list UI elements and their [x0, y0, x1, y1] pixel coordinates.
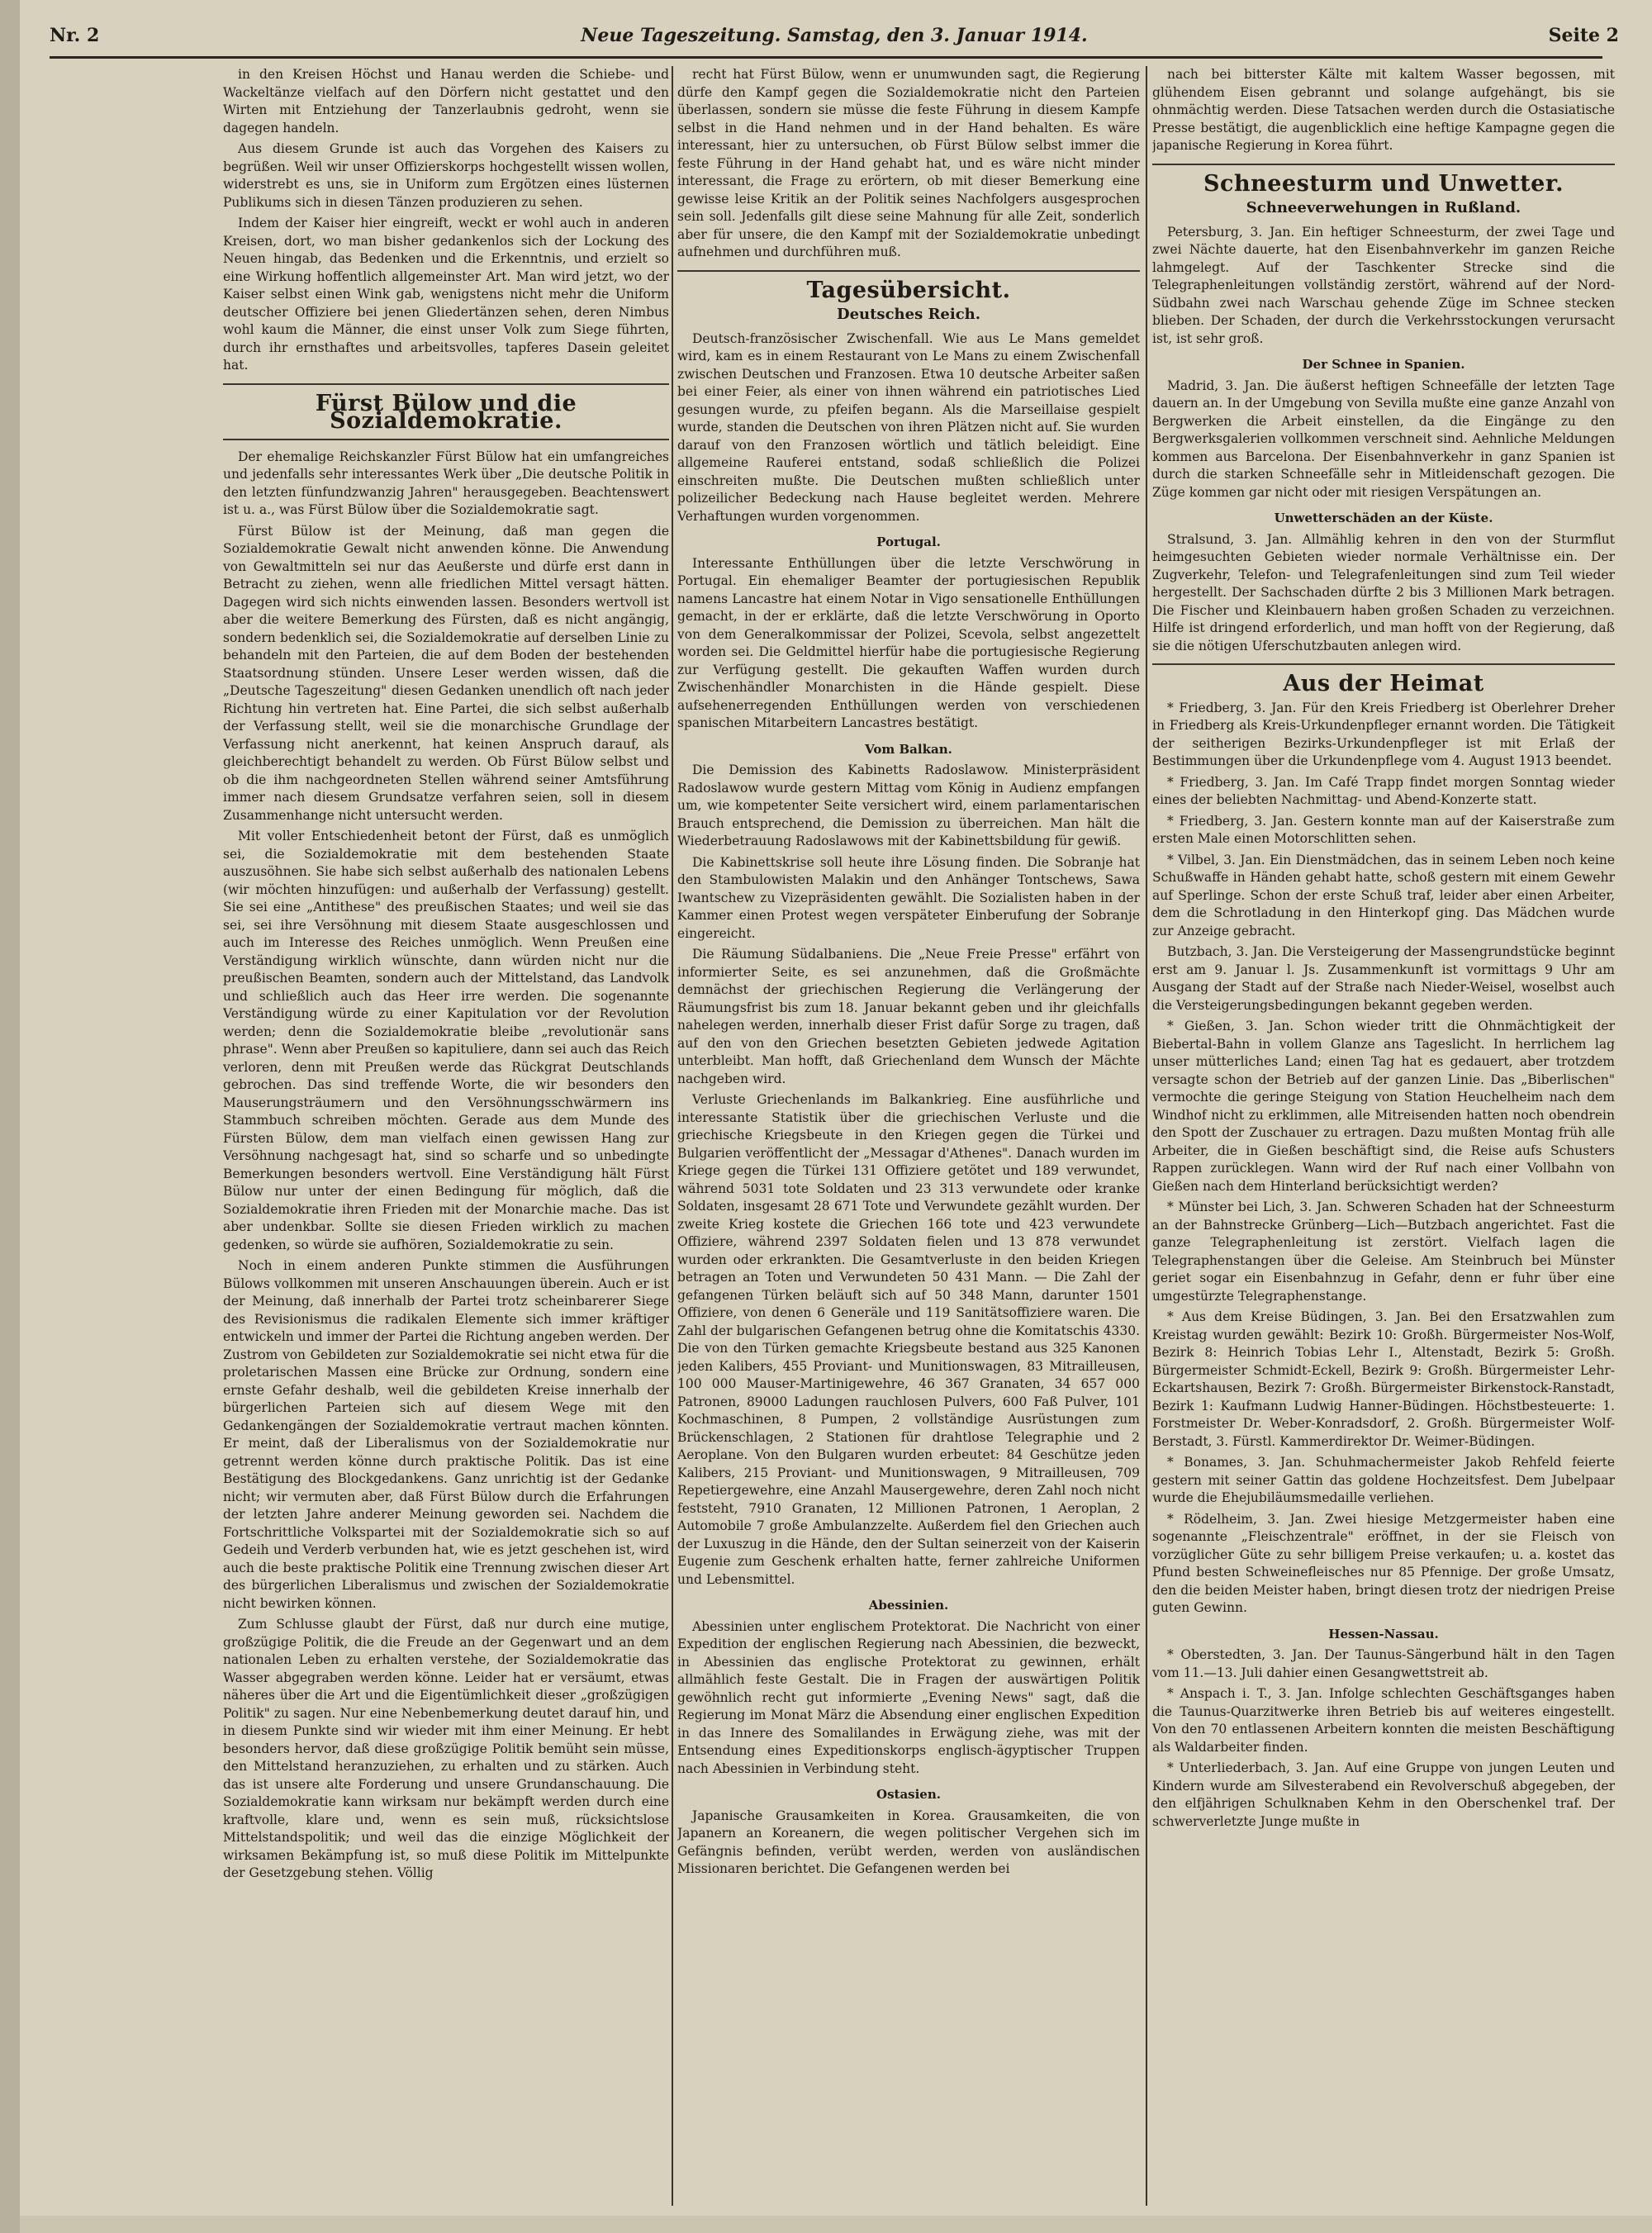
region-head: Hessen-Nassau.	[1328, 1626, 1439, 1641]
news-item: * Friedberg, 3. Jan. Im Café Trapp findet morgen Sonntag wieder eines der beliebten Nachmittag- und Abend-Konzerte statt.	[1152, 774, 1615, 807]
news-item: * Bonames, 3. Jan. Schuhmachermeister Jakob Rehfeld feierte gestern mit seiner Gattin das goldene Hochzeitsfest. Dem Jubelpaar wurde die Ehejubiläumsmedaille verliehen.	[1152, 1455, 1615, 1505]
country-head: Portugal.	[876, 534, 941, 549]
news-item: Petersburg, 3. Jan. Ein heftiger Schneesturm, der zwei Tage und zwei Nächte dauerte, hat den Eisenbahnverkehr im ganzen Reiche lahmgelegt. Auf der Taschkenter Strecke sind die Telegraphenleitungen vollständig zerstört, während auf der Nord-Südbahn zwei nach Warschau gehende Züge im Schnee stecken blieben. Der Schaden, der durch die Verkehrsstockungen verursacht ist, ist sehr groß.	[1152, 224, 1615, 346]
paragraph: Der ehemalige Reichskanzler Fürst Bülow hat ein umfangreiches und jedenfalls sehr interessantes Werk über „Die deutsche Politik in den letzten fünfundzwanzig Jahren" herausgegeben. Beachtenswert ist u. a., was Fürst Bülow über die Sozialdemokratie sagt.	[223, 449, 669, 517]
page-number-right: Seite 2	[1548, 25, 1619, 46]
paragraph: Fürst Bülow ist der Meinung, daß man gegen die Sozialdemokratie Gewalt nicht anwenden könne. Die Anwendung von Gewaltmitteln sei nur das Aeußerste und dürfe erst dann in Betracht zu ziehen, wenn alle friedlichen Mittel versagt hätten. Dagegen wird sich nichts einwenden lassen. Besonders wertvoll ist aber die weitere Bemerkung des Fürsten, daß es nicht angängig, sondern bedenklich sei, die Sozialdemokratie auf derselben Linie zu behandeln mit den Parteien, die auf dem Boden der bestehenden Staatsordnung stünden. Unsere Leser werden wissen, daß die „Deutsche Tageszeitung" diesen Gedanken unendlich oft nach jeder Richtung hin vertreten hat. Eine Partei, die sich selbst außerhalb der Verfassung stellt, weil sie die monarchische Grundlage der Verfassung nicht anerkennt, hat keinen Anspruch darauf, als gleichberechtigt behandelt zu werden. Ob Fürst Bülow selbst und ob die ihm nachgeordneten Stellen während seiner Amtsführung immer nach diesem Grundsatze verfahren seien, soll in diesem Zusammenhange nicht untersucht werden.	[223, 523, 669, 823]
country-head: Ostasien.	[876, 1787, 941, 1802]
section-subhead: Schneeverwehungen in Rußland.	[1246, 199, 1521, 216]
country-head: Vom Balkan.	[865, 741, 952, 757]
paragraph: Mit voller Entschiedenheit betont der Fürst, daß es unmöglich sei, die Sozialdemokratie mit dem bestehenden Staate auszusöhnen. Sie habe sich selbst außerhalb des nationalen Lebens (wir möchten hinzufügen: und außerhalb der Verfassung) gestellt. Sie sei eine „Antithese" des preußischen Staates; und weil sie das sei, sei ihre Versöhnung mit diesem Staate ausgeschlossen und auch im Interesse des Reiches unmöglich. Wenn Preußen eine Verständigung wirklich wünschte, dann würden nicht nur die preußischen Beamten, sondern auch der Mittelstand, das Landvolk und schließlich auch das Heer irre werden. Die sogenannte Verständigung würde zu einer Kapitulation vor der Revolution werden; denn die Sozialdemokratie bleibe „revolutionär sans phrase". Wenn aber Preußen so kapituliere, dann sei auch das Reich verloren, denn mit Preußen werde das Rückgrat Deutschlands gebrochen. Das sind treffende Worte, die wir besonders den Mauserungsträumern und den Versöhnungsschwärmern ins Stammbuch schreiben möchten. Gerade aus dem Munde des Fürsten Bülow, dem man vielfach einen gewissen Hang zur Versöhnung nachgesagt hat, sind so scharfe und so unbedingte Bemerkungen besonders wertvoll. Eine Verständigung hält Fürst Bülow nur unter der einen Bedingung für möglich, daß die Sozialdemokratie ihren Frieden mit der Monarchie mache. Das ist aber undenkbar. Sollte sie diesen Frieden wirklich zu machen gedenken, so würde sie aufhören, Sozialdemokratie zu sein.	[223, 829, 669, 1252]
news-item: * Anspach i. T., 3. Jan. Infolge schlechten Geschäftsganges haben die Taunus-Quarzitwerke ihren Betrieb bis auf weiteres eingestellt. Von den 70 entlassenen Arbeitern konnten die meisten Beschäftigung als Waldarbeiter finden.	[1152, 1686, 1615, 1755]
column-3	[1152, 66, 1615, 2206]
paragraph: Indem der Kaiser hier eingreift, weckt er wohl auch in anderen Kreisen, dort, wo man bisher gedankenlos sich der Lockung des Neuen hingab, das Bedenken und die Erkenntnis, und erzielt so eine Wirkung hoffentlich allgemeinster Art. Man wird jetzt, wo der Kaiser selbst einen Wink gab, wenigstens nicht mehr die Uniform deutscher Offiziere bei jenen Gliedertänzen sehen, deren Nimbus wohl kaum die Männer, die einst unser Volk zum Siege führten, durch ihr ernsthaftes und arbeitsvolles, tapferes Dasein geleitet hat.	[223, 216, 669, 373]
paragraph: recht hat Fürst Bülow, wenn er unumwunden sagt, die Regierung dürfe den Kampf gegen die Sozialdemokratie nicht den Parteien überlassen, sondern sie müsse die feste Führung in diesem Kampfe selbst in die Hand nehmen und in der Hand behalten. Es wäre interessant, hier zu untersuchen, ob Fürst Bülow selbst immer die feste Führung in der Hand gehabt hat, und es wäre nicht minder interessant, die Frage zu erörtern, ob mit dieser Bemerkung eine gewisse leise Kritik an der Politik seines Nachfolgers ausgesprochen sein soll. Jedenfalls gilt diese seine Mahnung für alle Zeit, sonderlich aber für unsere, die den Kampf mit der Sozialdemokratie unbedingt aufnehmen und durchführen muß.	[677, 67, 1140, 259]
column-1	[223, 66, 669, 2206]
section-subhead: Deutsches Reich.	[836, 306, 981, 323]
news-item: Deutsch-französischer Zwischenfall. Wie aus Le Mans gemeldet wird, kam es in einem Restaurant von Le Mans zu einem Zwischenfall zwischen Deutschen und Franzosen. Etwa 10 deutsche Arbeiter saßen bei einer Feier, als einer von ihnen während ein patriotisches Lied gesungen wurde, zu pfeifen begann. Als die Marseillaise gespielt wurde, standen die Deutschen von ihren Plätzen nicht auf. Sie wurden darauf von den Franzosen wörtlich und tätlich beleidigt. Eine allgemeine Rauferei entstand, sodaß schließlich die Polizei einschreiten mußte. Die Deutschen mußten schließlich unter polizeilicher Bedeckung nach Hause begleitet werden. Mehrere Verhaftungen wurden vorgenommen.	[677, 330, 1140, 524]
page-bottom-edge	[20, 2216, 1652, 2233]
country-head: Abessinien.	[868, 1598, 949, 1613]
news-item: * Münster bei Lich, 3. Jan. Schweren Schaden hat der Schneesturm an der Bahnstrecke Grünberg—Lich—Butzbach angerichtet. Fast die ganze Telegraphenleitung ist zerstört. Vielfach lagen die Telegraphenstangen über die Geleise. Am Steinbruch bei Münster geriet sogar ein Eisenbahnzug in Gefahr, denn er fuhr über eine umgestürzte Telegraphenstange.	[1152, 1200, 1615, 1304]
news-subhead: Unwetterschäden an der Küste.	[1274, 511, 1493, 525]
news-item: * Friedberg, 3. Jan. Für den Kreis Friedberg ist Oberlehrer Dreher in Friedberg als Kreis-Urkundenpfleger ernannt worden. Die Tätigkeit der seitherigen Bezirks-Urkundenpfleger ist mit Erlaß der Bestimmungen über die Urkundenpflege vom 4. August 1913 beendet.	[1152, 700, 1615, 768]
news-item: Die Kabinettskrise soll heute ihre Lösung finden. Die Sobranje hat den Stambulowisten Malakin und den Anhänger Tontschews, Sawa Iwantschew zu Vizepräsidenten gewählt. Die Sozialisten haben in der Kammer einen Protest wegen verspäteter Einberufung der Sobranje eingereicht.	[677, 854, 1140, 941]
paragraph: Aus diesem Grunde ist auch das Vorgehen des Kaisers zu begrüßen. Weil wir unser Offizierskorps hochgestellt wissen wollen, widerstrebt es uns, sie in Uniform zum Ergötzen eines lüsternen Publikums sich in diesen Tänzen produzieren zu sehen.	[223, 141, 669, 210]
section-headline: Schneesturm und Unwetter.	[1203, 170, 1564, 197]
paragraph: nach bei bitterster Kälte mit kaltem Wasser begossen, mit glühendem Eisen gebrannt und solange aufgehängt, bis sie ohnmächtig werden. Diese Tatsachen werden durch die Ostasiatische Presse bestätigt, die augenblicklich eine heftige Kampagne gegen die japanische Regierung in Korea führt.	[1152, 67, 1615, 153]
news-item: * Unterliederbach, 3. Jan. Auf eine Gruppe von jungen Leuten und Kindern wurde am Silvesterabend ein Revolverschuß abgegeben, der den elfjährigen Schulknaben Kehm in den Oberschenkel traf. Der schwerverletzte Junge mußte in	[1152, 1760, 1615, 1829]
masthead: Neue Tageszeitung. Samstag, den 3. Januar 1914.	[581, 25, 1088, 46]
news-item: Japanische Grausamkeiten in Korea. Grausamkeiten, die von Japanern an Koreanern, die wegen politischer Vergehen sich im Gefängnis befinden, verübt werden, werden von ausländischen Missionaren berichtet. Die Gefangenen werden bei	[677, 1808, 1140, 1876]
news-item: Die Demission des Kabinetts Radoslawow. Ministerpräsident Radoslawow wurde gestern Mittag vom König in Audienz empfangen um, wie kompetenter Seite versichert wird, einem parlamentarischen Brauch entsprechend, die Demission zu überreichen. Man hält die Wiederbetrauung Radoslawows mit der Kabinettsbildung für gewiß.	[677, 763, 1140, 848]
header-rule	[50, 56, 1602, 59]
article-headline: Fürst Bülow und die Sozialdemokratie.	[315, 390, 577, 434]
article-rule	[223, 439, 669, 440]
paragraph: Zum Schlusse glaubt der Fürst, daß nur durch eine mutige, großzügige Politik, die die Freude an der Gegenwart und an dem nationalen Leben zu erhalten verstehe, der Sozialdemokratie das Wasser abgegraben werden könne. Leider hat er versäumt, etwas näheres über die Art und die Eigentümlichkeit dieser „großzügigen Politik" zu sagen. Nur eine Nebenbemerkung deutet darauf hin, und in diesem Punkte sind wir wieder mit ihm einer Meinung. Er hebt besonders hervor, daß diese großzügige Politik bemüht sein müsse, den Mittelstand heranzuziehen, zu erhalten und zu stärken. Auch das ist unsere alte Forderung und unsere Grundanschauung. Die Sozialdemokratie kann wirksam nur bekämpft werden durch eine kraftvolle, klare und, wenn es sein muß, rücksichtslose Mittelstandspolitik; und weil das die einzige Möglichkeit der wirksamen Bekämpfung ist, so muß diese Politik im Mittelpunkte der Gesetzgebung stehen. Völlig	[223, 1617, 669, 1880]
news-item: Butzbach, 3. Jan. Die Versteigerung der Massengrundstücke beginnt erst am 9. Januar l. Js. Zusammenkunft ist vormittags 9 Uhr am Ausgang der Stadt auf der Straße nach Nieder-Weisel, woselbst auch die Versteigerungsbedingungen bekannt gegeben werden.	[1152, 944, 1615, 1013]
news-item: * Aus dem Kreise Büdingen, 3. Jan. Bei den Ersatzwahlen zum Kreistag wurden gewählt: Bezirk 10: Großh. Bürgermeister Nos-Wolf, Bezirk 8: Heinrich Tobias Lehr I., Altenstadt, Bezirk 5: Großh. Bürgermeister Schmidt-Eckell, Bezirk 9: Großh. Bürgermeister Lehr-Eckartshausen, Bezirk 7: Großh. Bürgermeister Birkenstock-Ranstadt, Bezirk 1: Kaufmann Ludwig Hanner-Büdingen. Höchstbesteuerte: 1. Forstmeister Dr. Weber-Konradsdorf, 2. Großh. Bürgermeister Wolf-Berstadt, 3. Fürstl. Kammerdirektor Dr. Weimer-Büdingen.	[1152, 1309, 1615, 1449]
news-item: Madrid, 3. Jan. Die äußerst heftigen Schneefälle der letzten Tage dauern an. In der Umgebung von Sevilla mußte eine ganze Anzahl von Bergwerken die Arbeit einstellen, da die Eingänge zu den Bergwerksgalerien vollkommen verschneit sind. Aehnliche Meldungen kommen aus Barcelona. Der Eisenbahnverkehr in ganz Spanien ist durch die starken Schneefälle sehr in Mitleidenschaft gezogen. Die Züge kommen gar nicht oder mit riesigen Verspätungen an.	[1152, 378, 1615, 500]
article-rule	[1152, 164, 1615, 165]
column-divider	[1146, 66, 1147, 2206]
column-2	[677, 66, 1140, 2206]
news-subhead: Der Schnee in Spanien.	[1302, 357, 1465, 372]
news-item: Verluste Griechenlands im Balkankrieg. Eine ausführliche und interessante Statistik über die griechischen Verluste und die griechische Kriegsbeute in den Kriegen gegen die Türkei und Bulgarien veröffentlicht der „Messagar d'Athenes". Danach wurden im Kriege gegen die Türkei 131 Offiziere getötet und 189 verwundet, während 5031 tote Soldaten und 23 313 verwundete oder kranke Soldaten, insgesamt 28 671 Tote und Verwundete gezählt wurden. Der zweite Krieg kostete die Griechen 166 tote und 423 verwundete Offiziere, während 2397 Soldaten fielen und 13 878 verwundet wurden oder erkrankten. Die Gesamtverluste in den beiden Kriegen betragen an Toten und Verwundeten 50 431 Mann. — Die Zahl der gefangenen Türken beläuft sich auf 50 348 Mann, darunter 1501 Offiziere, von denen 6 Generäle und 119 Sanitätsoffiziere waren. Die Zahl der bulgarischen Gefangenen betrug ohne die Komitatschis 4330. Die von den Türken gemachte Kriegsbeute bestand aus 325 Kanonen jeden Kalibers, 455 Proviant- und Munitionswagen, 83 Mitrailleusen, 100 000 Mauser-Martinigewehre, 46 367 Granaten, 34 657 000 Patronen, 89000 Ladungen rauchlosen Pulvers, 600 Faß Pulver, 101 Kochmaschinen, 8 Pumpen, 2 vollständige Ausrüstungen zum Brückenschlagen, 2 Stationen für drahtlose Telegraphie und 2 Aeroplane. Von den Bulgaren wurden erbeutet: 84 Geschütze jeden Kalibers, 215 Proviant- und Munitionswagen, 9 Mitrailleusen, 709 Repetiergewehre, eine Anzahl Mausergewehre, deren Zahl noch nicht feststeht, 7910 Granaten, 12 Millionen Patronen, 1 Aeroplan, 2 Automobile 7 große Ambulanzzelte. Außerdem fiel den Griechen auch der Luxuszug in die Hände, den der Sultan seinerzeit von der Kaiserin Eugenie zum Geschenk erhalten hatte, ferner zahlreiche Uniformen und Lebensmittel.	[677, 1092, 1140, 1587]
article-rule	[1152, 663, 1615, 665]
news-item: * Friedberg, 3. Jan. Gestern konnte man auf der Kaiserstraße zum ersten Male einen Motorschlitten sehen.	[1152, 813, 1615, 846]
news-item: Abessinien unter englischem Protektorat. Die Nachricht von einer Expedition der englischen Regierung nach Abessinien, die bezweckt, in Abessinien das englische Protektorat zu gewinnen, erhält allmählich feste Gestalt. Die in Fragen der auswärtigen Politik gewöhnlich recht gut informierte „Evening News" sagt, daß die Regierung im Monat März die Absendung einer englischen Expedition in das Innere des Somalilandes in Erwägung ziehe, was mit der Entsendung eines Expeditionskorps englisch-ägyptischer Truppen nach Abessinien in Verbindung steht.	[677, 1618, 1140, 1776]
section-headline: Aus der Heimat	[1283, 671, 1484, 696]
news-item: Stralsund, 3. Jan. Allmählig kehren in den von der Sturmflut heimgesuchten Gebieten wieder normale Verhältnisse ein. Der Zugverkehr, Telefon- und Telegrafenleitungen sind zum Teil wieder hergestellt. Der Sachschaden dürfte 2 bis 3 Millionen Mark betragen. Die Fischer und Kleinbauern haben großen Schaden zu verzeichnen. Hilfe ist dringend erforderlich, und man hofft von der Regierung, daß sie die nötigen Uferschutzbauten anlegen wird.	[1152, 531, 1615, 653]
article-rule	[223, 383, 669, 385]
news-item: * Rödelheim, 3. Jan. Zwei hiesige Metzgermeister haben eine sogenannte „Fleischzentrale" eröffnet, in der sie Fleisch von vorzüglicher Güte zu sehr billigem Preise verkaufen; u. a. kostet das Pfund besten Schweinefleisches nur 85 Pfennige. Der große Umsatz, den die beiden Meister haben, bringt diesen trotz der niedrigen Preise guten Gewinn.	[1152, 1511, 1615, 1615]
paragraph: in den Kreisen Höchst und Hanau werden die Schiebe- und Wackeltänze vielfach auf den Dörfern nicht gestattet und den Wirten mit Entziehung der Tanzerlaubnis gedroht, wenn sie dagegen handeln.	[223, 67, 669, 135]
page-header	[50, 17, 1619, 59]
news-item: Interessante Enthüllungen über die letzte Verschwörung in Portugal. Ein ehemaliger Beamter der portugiesischen Republik namens Lancastre hat einem Notar in Vigo sensationelle Enthüllungen gemacht, in der er erklärte, daß die letzte Verschwörung in Oporto von dem Generalkommissar der Polizei, Scevola, selbst angezettelt worden sei. Die Geldmittel hierfür habe die portugiesische Regierung zur Verfügung gestellt. Die gekauften Waffen wurden durch Zwischenhändler Monarchisten in die Hände gespielt. Diese aufsehenerregenden Enthüllungen werden von verschiedenen spanischen Mitarbeitern Lancastres bestätigt.	[677, 555, 1140, 730]
news-item: * Gießen, 3. Jan. Schon wieder tritt die Ohnmächtigkeit der Biebertal-Bahn in vollem Glanze ans Tageslicht. In herrlichem lag unser mütterliches Land; einen Tag hat es gedauert, aber trotzdem versagte schon der Betrieb auf der ganzen Linie. Das „Biberlischen" vermochte die geringe Steigung von Station Heuchelheim nach dem Windhof nicht zu erklimmen, alle Mitreisenden hatten noch obendrein den Spott der Zuschauer zu ertragen. Dazu mußten Montag früh alle Arbeiter, die in Gießen beschäftigt sind, die Reise aufs Schusters Rappen zurücklegen. Wann wird der Ruf nach einer Vollbahn von Gießen nach dem Hinterland berücksichtigt werden?	[1152, 1019, 1615, 1194]
section-headline: Tagesübersicht.	[806, 277, 1011, 303]
news-item: Die Räumung Südalbaniens. Die „Neue Freie Presse" erfährt von informierter Seite, es sei anzunehmen, daß die Großmächte demnächst der griechischen Regierung die Verlängerung der Räumungsfrist bis zum 18. Januar bekannt geben und ihr gleichfalls nahelegen werden, innerhalb dieser Frist dafür Sorge zu tragen, daß auf den von den Griechen besetzten Gebieten jedwede Agitation unterbleibt. Man hofft, daß Griechenland dem Wunsch der Mächte nachgeben wird.	[677, 947, 1140, 1086]
page-edge	[0, 0, 20, 2233]
page-number-left: Nr. 2	[50, 25, 100, 46]
news-item: * Vilbel, 3. Jan. Ein Dienstmädchen, das in seinem Leben noch keine Schußwaffe in Händen gehabt hatte, schoß gestern mit einem Gewehr auf Sperlinge. Schon der erste Schuß traf, leider aber einen Arbeiter, dem die Schrotladung in den Hinterkopf ging. Das Mädchen wurde zur Anzeige gebracht.	[1152, 852, 1615, 938]
article-rule	[677, 270, 1140, 272]
column-divider	[672, 66, 673, 2206]
news-item: * Oberstedten, 3. Jan. Der Taunus-Sängerbund hält in den Tagen vom 11.—13. Juli dahier einen Gesangwettstreit ab.	[1152, 1647, 1615, 1680]
paragraph: Noch in einem anderen Punkte stimmen die Ausführungen Bülows vollkommen mit unseren Anschauungen überein. Auch er ist der Meinung, daß innerhalb der Partei trotz scheinbarerer Siege des Revisionismus die radikalen Elemente sich immer kräftiger entwickeln und immer der Partei die Richtung angeben werden. Der Zustrom von Gebildeten zur Sozialdemokratie sei nicht etwa für die proletarischen Massen eine Brücke zur Ordnung, sondern eine ernste Gefahr deshalb, weil die gebildeten Kreise innerhalb der bürgerlichen Parteien sich auf diesem Wege mit den Gedankengängen der Sozialdemokratie vertraut machen könnten. Er meint, daß der Liberalismus von der Sozialdemokratie nur getrennt werden könne durch praktische Politik. Das ist eine Bestätigung des Blockgedankens. Ganz unrichtig ist der Gedanke nicht; wir vermuten aber, daß Fürst Bülow durch die Erfahrungen der letzten Jahre anderer Meinung geworden sei. Nachdem die Fortschrittliche Volkspartei mit der Sozialdemokratie sich so auf Gedeih und Verderb verbunden hat, wie es jetzt geschehen ist, wird auch die beste praktische Politik eine Trennung zwischen dieser Art des bürgerlichen Liberalismus und zwischen der Sozialdemokratie nicht bewirken können.	[223, 1258, 669, 1611]
